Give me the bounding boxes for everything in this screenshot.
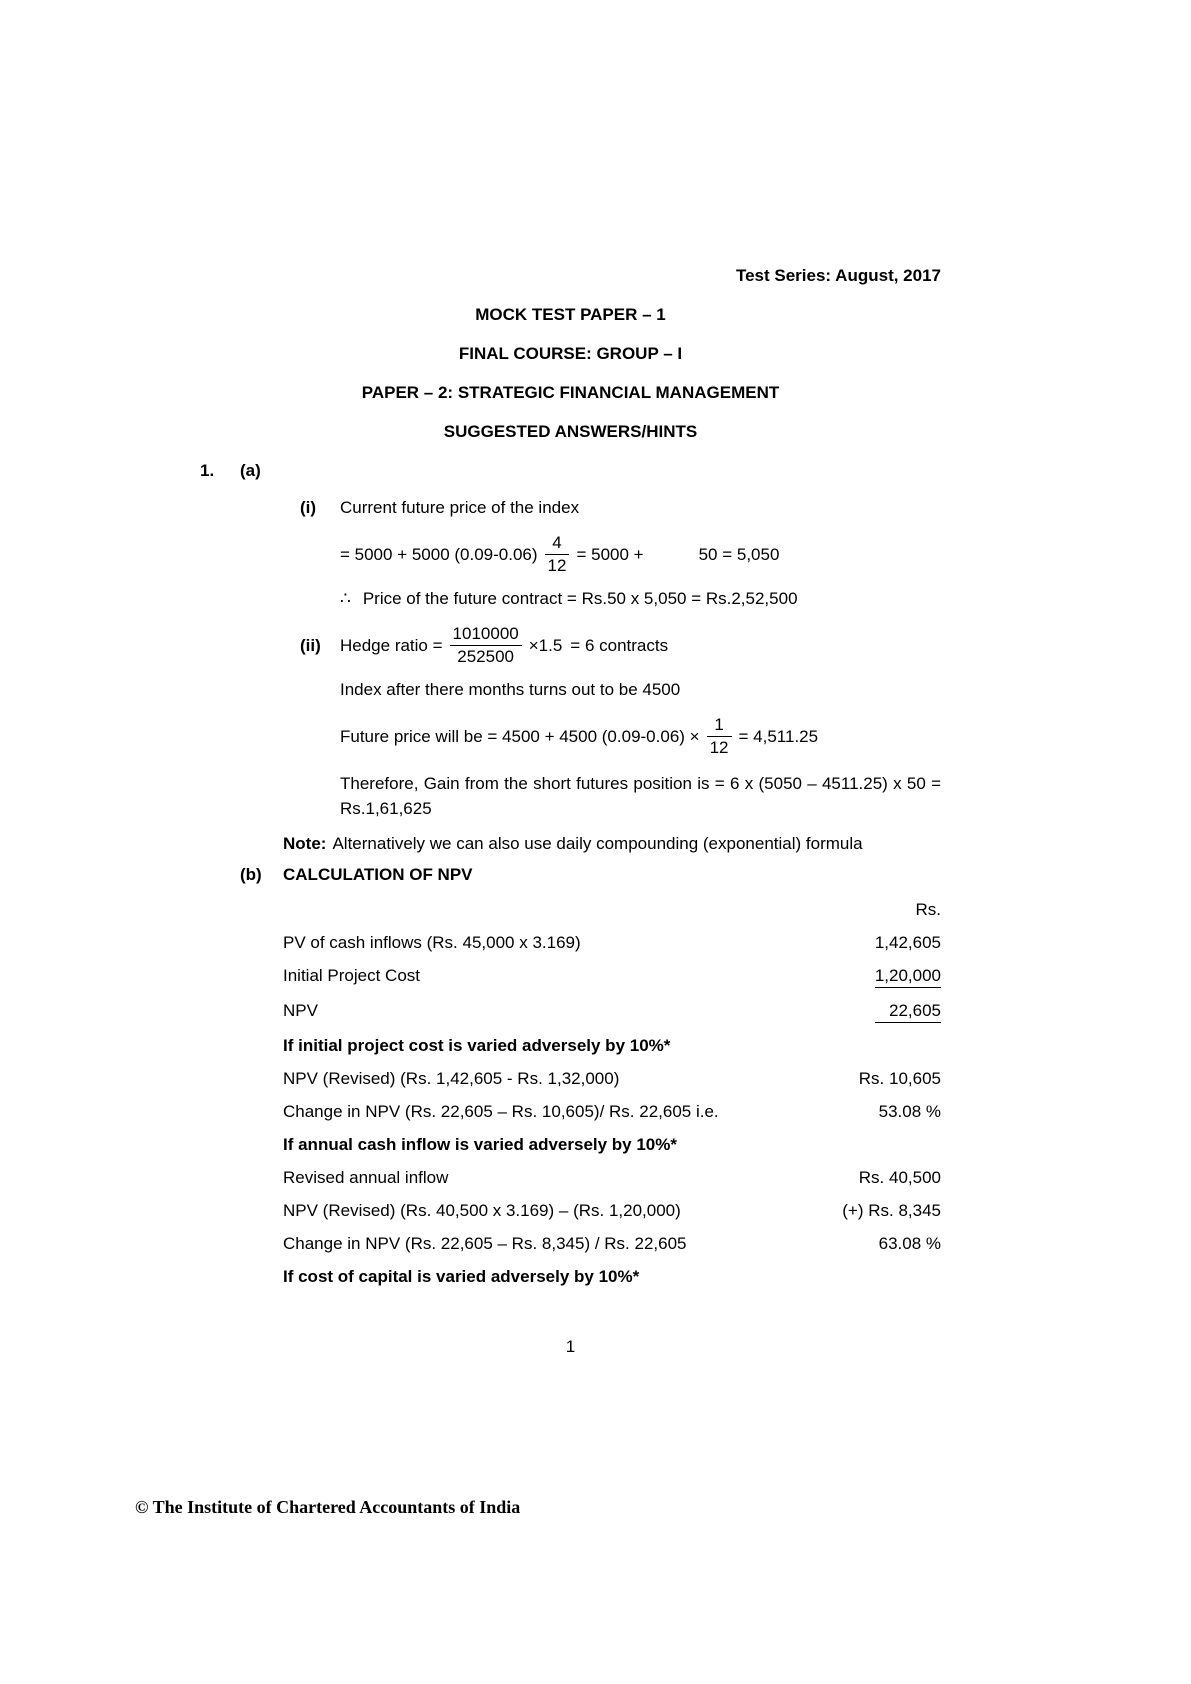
row-label: NPV (Revised) (Rs. 1,42,605 - Rs. 1,32,000) — [283, 1069, 620, 1088]
row-label: Change in NPV (Rs. 22,605 – Rs. 8,345) / Rs. 22,605 — [283, 1234, 687, 1253]
item-ii-label: (ii) — [300, 636, 321, 655]
item-i-intro — [200, 498, 941, 518]
hedge-ratio-tail: = 6 contracts — [570, 635, 669, 655]
table-row — [200, 1102, 941, 1122]
part-b-title: CALCULATION OF NPV — [283, 865, 473, 884]
question-number: 1. — [200, 461, 215, 480]
table-row — [200, 1201, 941, 1221]
doc-title: MOCK TEST PAPER – 1 — [475, 305, 666, 324]
page-content — [200, 266, 941, 1300]
index-line-text: Index after there months turns out to be 4500 — [340, 680, 681, 699]
future-price-prefix: Future price will be = 4500 + 4500 (0.09-0.06) × — [340, 726, 700, 746]
row-value: 53.08 % — [878, 1102, 941, 1121]
row-label: PV of cash inflows (Rs. 45,000 x 3.169) — [283, 933, 581, 952]
fraction-denominator: 12 — [709, 738, 729, 757]
course-title: FINAL COURSE: GROUP – I — [458, 344, 683, 363]
question-1-header — [200, 461, 941, 481]
fraction-numerator: 4 — [545, 532, 570, 555]
item-ii-hedge-equation — [200, 623, 941, 668]
equation-mid: = 5000 + — [576, 544, 644, 564]
part-b-heading — [200, 865, 941, 885]
item-i-price-line — [200, 589, 941, 609]
fraction-denominator: 12 — [547, 556, 567, 575]
hedge-ratio-prefix: Hedge ratio = — [340, 635, 443, 655]
future-price-tail: = 4,511.25 — [738, 726, 819, 746]
row-label: NPV — [283, 1001, 318, 1020]
gain-paragraph: Therefore, Gain from the short futures position is = 6 x (5050 – 4511.25) x 50 = Rs.1,61,625 — [340, 774, 941, 818]
fraction-hedge — [450, 623, 522, 668]
table-row — [200, 1168, 941, 1188]
test-series-label: Test Series: August, 2017 — [735, 266, 941, 285]
fraction-numerator: 1 — [707, 714, 732, 737]
table-row — [200, 1267, 941, 1287]
row-label: Change in NPV (Rs. 22,605 – Rs. 10,605)/ Rs. 22,605 i.e. — [283, 1102, 719, 1121]
row-value: 22,605 — [875, 1001, 941, 1023]
table-row — [200, 1036, 941, 1056]
future-price-equation — [200, 714, 941, 759]
copyright-footer: © The Institute of Chartered Accountants of India — [135, 1497, 521, 1517]
table-row — [200, 1135, 941, 1155]
note-line — [200, 834, 941, 854]
table-row — [200, 1001, 941, 1023]
fraction-denominator: 252500 — [457, 647, 514, 666]
times-factor: ×1.5 — [528, 635, 563, 655]
answers-heading: SUGGESTED ANSWERS/HINTS — [443, 422, 698, 441]
item-i-equation — [200, 532, 941, 577]
item-i-intro-text: Current future price of the index — [340, 498, 580, 517]
note-label: Note: — [283, 834, 327, 853]
row-label: NPV (Revised) (Rs. 40,500 x 3.169) – (Rs. 1,20,000) — [283, 1201, 681, 1220]
part-a-label: (a) — [240, 461, 261, 480]
equation-prefix: = 5000 + 5000 (0.09-0.06) — [340, 544, 538, 564]
fraction-numerator: 1010000 — [450, 623, 522, 646]
equation-tail: 50 = 5,050 — [698, 544, 780, 564]
part-b-label: (b) — [240, 865, 262, 884]
row-label: If annual cash inflow is varied adversely by 10%* — [283, 1135, 677, 1154]
row-value: Rs. 10,605 — [858, 1069, 941, 1088]
row-value: 63.08 % — [878, 1234, 941, 1253]
row-value: 1,20,000 — [875, 966, 941, 988]
row-label: If initial project cost is varied adversely by 10%* — [283, 1036, 671, 1055]
table-row — [200, 1234, 941, 1254]
row-value: 1,42,605 — [874, 933, 941, 952]
price-line-text: Price of the future contract = Rs.50 x 5,050 = Rs.2,52,500 — [362, 589, 798, 608]
row-value: (+) Rs. 8,345 — [842, 1201, 941, 1220]
currency-column-header: Rs. — [915, 900, 941, 919]
index-line — [200, 680, 941, 700]
therefore-symbol: ∴ — [340, 589, 351, 608]
page-number: 1 — [565, 1337, 576, 1356]
row-value: Rs. 40,500 — [858, 1168, 941, 1187]
item-i-label: (i) — [300, 498, 317, 517]
note-text: Alternatively we can also use daily compounding (exponential) formula — [332, 834, 863, 853]
paper-title: PAPER – 2: STRATEGIC FINANCIAL MANAGEMENT — [361, 383, 780, 402]
table-row — [200, 933, 941, 953]
fraction-1-12 — [707, 714, 732, 759]
table-row — [200, 966, 941, 988]
row-label: Revised annual inflow — [283, 1168, 449, 1187]
fraction-4-12 — [545, 532, 570, 577]
row-label: If cost of capital is varied adversely by 10%* — [283, 1267, 640, 1286]
row-label: Initial Project Cost — [283, 966, 420, 985]
table-row — [200, 1069, 941, 1089]
